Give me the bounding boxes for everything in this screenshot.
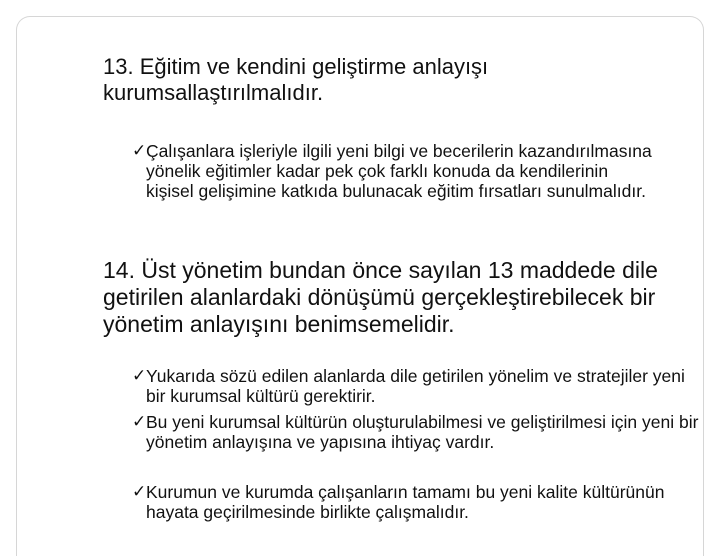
bullet-item xyxy=(132,482,702,522)
bullet-item xyxy=(132,412,702,452)
check-icon: ✓ xyxy=(132,366,147,385)
bullet-text: Kurumun ve kurumda çalışanların tamamı bu yeni kalite kültürünün hayata geçirilmesinde birlikte çalışmalıdır. xyxy=(146,482,665,522)
bullet-text: Bu yeni kurumsal kültürün oluşturulabilmesi ve geliştirilmesi için yeni bir yönetim anlayışına ve yapısına ihtiyaç vardır. xyxy=(146,412,699,452)
bullet-text: Çalışanlara işleriyle ilgili yeni bilgi ve becerilerin kazandırılmasına yönelik eğitimler kadar pek çok farklı konuda da kendilerinin kişisel gelişimine katkıda bulunacak eğitim fırsatları sunulmalıdır. xyxy=(146,141,652,201)
check-icon: ✓ xyxy=(132,141,147,160)
heading-point-14: 14. Üst yönetim bundan önce sayılan 13 maddede dile getirilen alanlardaki dönüşümü gerçekleştirebilecek bir yönetim anlayışını benimsemelidir. xyxy=(103,257,658,337)
check-icon: ✓ xyxy=(132,412,147,431)
bullet-item xyxy=(132,366,692,406)
bullet-item xyxy=(132,141,652,201)
bullet-text: Yukarıda sözü edilen alanlarda dile getirilen yönelim ve stratejiler yeni bir kurumsal kültürü gerektirir. xyxy=(146,366,685,406)
check-icon: ✓ xyxy=(132,482,147,501)
heading-point-13: 13. Eğitim ve kendini geliştirme anlayışı kurumsallaştırılmalıdır. xyxy=(103,54,489,105)
